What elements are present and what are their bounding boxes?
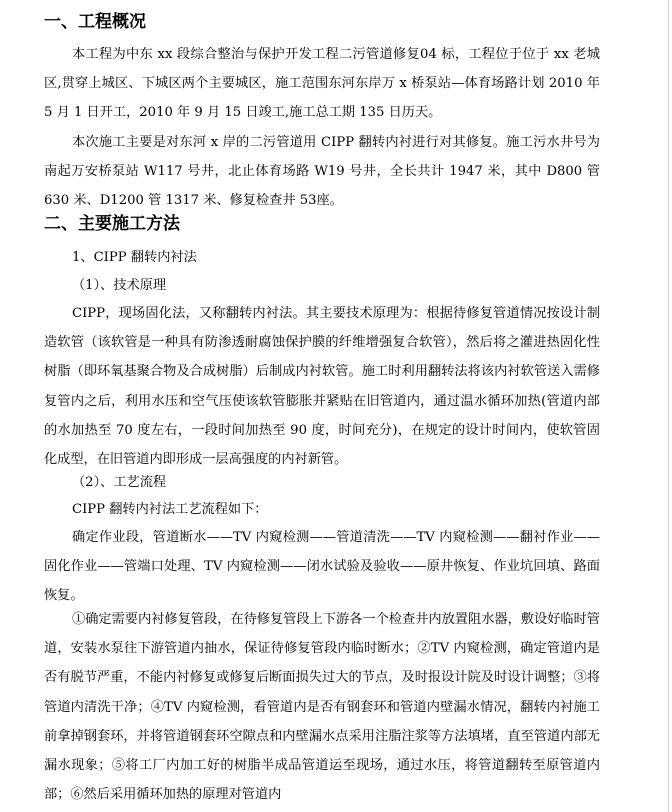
section-heading-overview: 一、工程概况 <box>44 12 146 32</box>
process-flow-paragraph: 确定作业段，管道断水——TV 内窥检测——管道清洗——TV 内窥检测——翻衬作业——固化作业——管端口处理、TV 内窥检测——闭水试验及验收——原井恢复、作业坑回填、路面恢复。 <box>44 530 600 604</box>
process-steps-paragraph: ①确定需要内衬修复管段，在待修复管段上下游各一个检查井内放置阻水器，敷设好临时管道，安装水泵往下游管道内抽水，保证待修复管段内临时断水；②TV 内窥检测，确定管道内是否有脱节严重，不能内衬修复或修复后断面损失过大的节点，及时报设计院及时设计调整；③将管道内清洗干净；④TV 内窥检测，看管道内是否有钢套环和管道内壁漏水情况，翻转内衬施工前拿掉钢套环，并将管道钢套环空隙点和内壁漏水点采用注脂注浆等方法填堵，直至管道内部无漏水现象；⑤将工厂内加工好的树脂半成品管道运至现场，通过水压，将管道翻转至原管道内部；⑥然后采用循环加热的原理对管道内 <box>44 612 600 803</box>
subsection-title-principle: （1）、技术原理 <box>72 278 167 293</box>
section-heading-methods: 二、主要施工方法 <box>44 214 180 234</box>
page-edge <box>668 0 669 812</box>
overview-paragraph-2: 本次施工主要是对东河 x 岸的二污管道用 CIPP 翻转内衬进行对其修复。施工污水井号为南起万安桥泵站 W117 号井，北止体育场路 W19 号井，全长共计 1947 米，其中 D800 管 630 米、D1200 管 1317 米、修复检查井 53座。 <box>44 135 600 209</box>
principle-paragraph: CIPP，现场固化法，又称翻转内衬法。其主要技术原理为：根据待修复管道情况按设计制造软管（该软管是一种具有防渗透耐腐蚀保护膜的纤维增强复合软管），然后将之灌进热固化性树脂（即环氧基聚合物及合成树脂）后制成内衬软管。施工时利用翻转法将该内衬软管送入需修复管内之后，利用水压和空气压使该软管膨胀并紧贴在旧管道内，通过温水循环加热(管道内部的水加热至 70 度左右，一段时间加热至 90 度，时间充分)，在规定的设计时间内，使软管固化成型，在旧管道内即形成一层高强度的内衬新管。 <box>44 306 600 468</box>
method-title: 1、CIPP 翻转内衬法 <box>72 250 197 265</box>
overview-paragraph-1: 本工程为中东 xx 段综合整治与保护开发工程二污管道修复04 标，工程位于位于 xx 老城区,贯穿上城区、下城区两个主要城区，施工范围东河东岸万 x 桥泵站—体育场路计划 2010 年 5 月 1 日开工，2010 年 9 月 15 日竣工,施工总工期 135 日历天。 <box>44 47 600 121</box>
subsection-title-process: （2）、工艺流程 <box>72 475 167 490</box>
process-intro: CIPP 翻转内衬法工艺流程如下： <box>72 502 268 517</box>
